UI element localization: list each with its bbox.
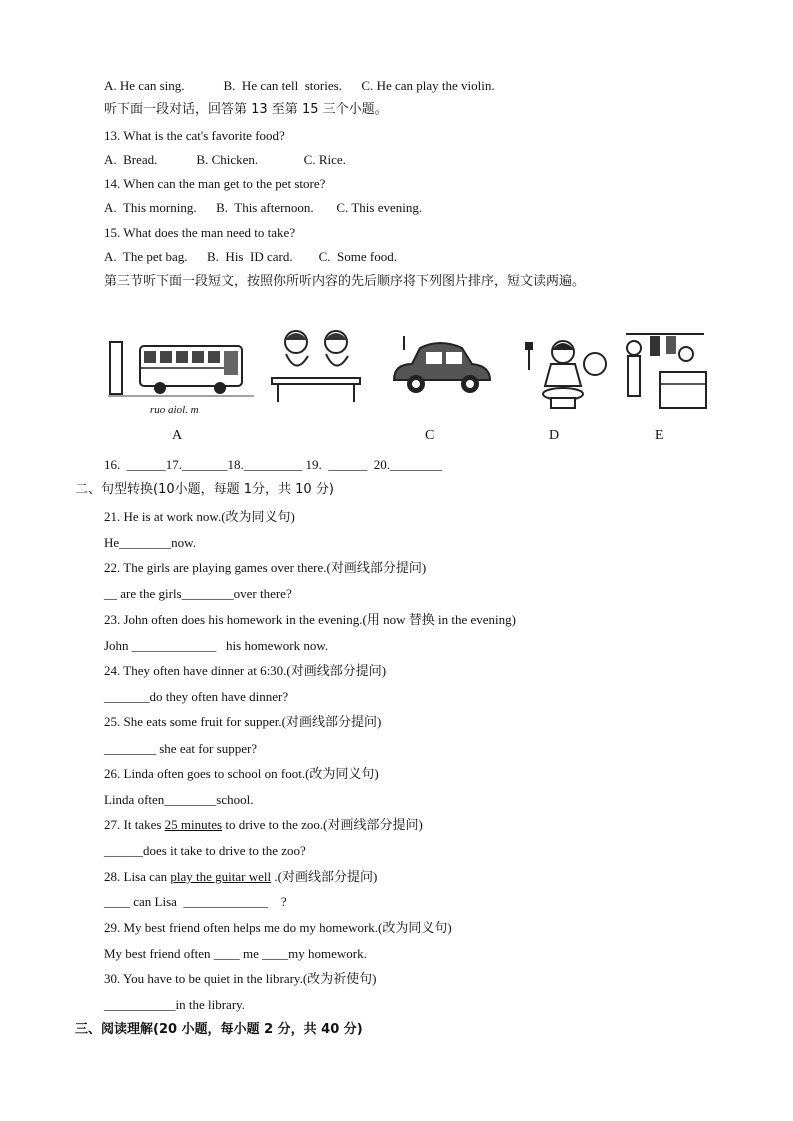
underlined-phrase: 25 minutes — [164, 817, 223, 832]
text-line: 16. ______17._______18._________ 19. ______ 20.________ — [104, 457, 442, 472]
car-picture — [390, 330, 494, 404]
picture-label-e: E — [655, 428, 664, 443]
text-line: Linda often________school. — [104, 792, 254, 807]
text-line: 25. She eats some fruit for supper.(对画线部分提问) — [104, 714, 382, 729]
text-line: _______do they often have dinner? — [104, 689, 289, 704]
girl-cooking-picture — [515, 334, 607, 412]
text-line: He________now. — [104, 535, 196, 550]
text-line: 29. My best friend often helps me do my homework.(改为同义句) — [104, 920, 452, 935]
shopping-picture — [620, 328, 710, 414]
text-line: ____ can Lisa _____________ ? — [104, 894, 287, 909]
picture-label-c: C — [425, 428, 435, 443]
text-line: 30. You have to be quiet in the library.(改为祈使句) — [104, 971, 377, 986]
text-line: ______does it take to drive to the zoo? — [104, 843, 306, 858]
text-line: ________ she eat for supper? — [104, 741, 258, 756]
question-28: 28. Lisa can play the guitar well .(对画线部分提问) — [104, 869, 378, 884]
text-line: 13. What is the cat's favorite food? — [104, 128, 285, 143]
text-line: A. He can sing. B. He can tell stories. C. He can play the violin. — [104, 78, 495, 93]
text-line: 26. Linda often goes to school on foot.(改为同义句) — [104, 766, 379, 781]
text-line: 15. What does the man need to take? — [104, 225, 296, 240]
text-line: 第三节听下面一段短文，按照你所听内容的先后顺序将下列图片排序，短文读两遍。 — [104, 274, 586, 289]
text-line: __ are the girls________over there? — [104, 586, 292, 601]
question-27: 27. It takes 25 minutes to drive to the zoo.(对画线部分提问) — [104, 817, 423, 832]
text-line: 23. John often does his homework in the evening.(用 now 替换 in the evening) — [104, 612, 516, 627]
text-line: 24. They often have dinner at 6:30.(对画线部分提问) — [104, 663, 387, 678]
text-line: 14. When can the man get to the pet store? — [104, 176, 326, 191]
text-line: ___________in the library. — [104, 997, 246, 1012]
text-line: John _____________ his homework now. — [104, 638, 329, 653]
two-girls-picture — [266, 326, 366, 406]
picture-label-d: D — [549, 428, 560, 443]
picture-a-caption: ruo aiol. m — [150, 404, 199, 416]
text-line: My best friend often ____ me ____my homework. — [104, 946, 367, 961]
underlined-phrase: play the guitar well — [170, 869, 272, 884]
text-line: 听下面一段对话，回答第 13 至第 15 三个小题。 — [104, 102, 388, 117]
text-line: 22. The girls are playing games over there.(对画线部分提问) — [104, 560, 427, 575]
section-3-heading: 三、阅读理解(20 小题，每小题 2 分，共 40 分) — [75, 1022, 363, 1037]
text-line: 21. He is at work now.(改为同义句) — [104, 509, 295, 524]
picture-label-a: A — [172, 428, 183, 443]
text-line: A. This morning. B. This afternoon. C. This evening. — [104, 200, 423, 215]
text-line: 二、句型转换(10小题，每题 1分，共 10 分) — [75, 482, 334, 497]
text-line: A. The pet bag. B. His ID card. C. Some food. — [104, 249, 397, 264]
text-line: A. Bread. B. Chicken. C. Rice. — [104, 152, 346, 167]
